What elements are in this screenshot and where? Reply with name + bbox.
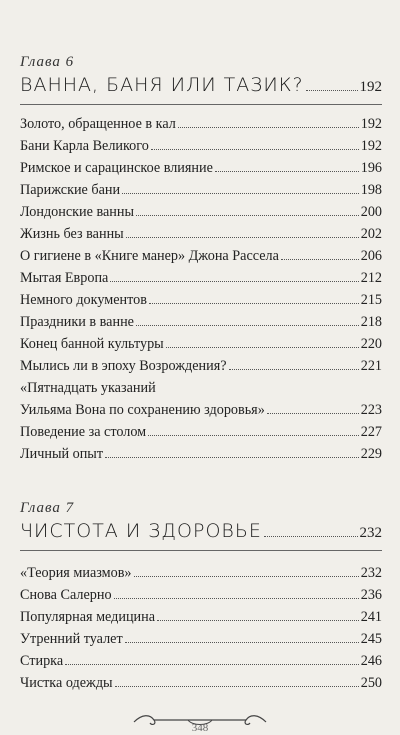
toc-entry [20,607,382,627]
toc-entry [20,268,382,288]
dot-leader [115,686,359,687]
dot-leader [110,281,358,282]
chapter-6-heading [20,74,382,96]
dot-leader [157,620,359,621]
toc-entry [20,651,382,671]
dot-leader [178,127,359,128]
toc-entry-title: Римское и сарацинское влияние [20,160,213,176]
toc-entry-page: 218 [360,314,382,330]
dot-leader [122,193,359,194]
toc-entry-title: Чистка одежды [20,675,113,691]
toc-entry-title: О гигиене в «Книге манер» Джона Рассела [20,248,279,264]
toc-entry [20,422,382,442]
chapter-6-label: Глава 6 [20,54,75,70]
chapter-7-label: Глава 7 [20,500,75,516]
dot-leader [267,413,359,414]
chapter-6-page: 192 [359,79,382,95]
toc-entry [20,224,382,244]
toc-entry-page: 212 [360,270,382,286]
dot-leader [148,435,359,436]
toc-entry-title: Стирка [20,653,64,669]
toc-entry-page: 198 [360,182,382,198]
toc-entry-page: 229 [360,446,382,462]
dot-leader [105,457,359,458]
dot-leader [281,259,359,260]
toc-entry-title: Уильяма Вона по сохранению здоровья» [20,402,265,418]
toc-entry-title: Утренний туалет [20,631,123,647]
dot-leader [125,642,359,643]
toc-entry [20,246,382,266]
toc-entry-page: 220 [360,336,382,352]
chapter-7-rule [20,550,382,551]
chapter-7-heading [20,520,382,542]
dot-leader [136,215,359,216]
toc-entry-page: 206 [360,248,382,264]
toc-entry-title: Золото, обращенное в кал [20,116,176,132]
toc-entry-page: 241 [360,609,382,625]
toc-entry-page: 192 [360,116,382,132]
toc-entry-page: 196 [360,160,382,176]
toc-entry-title: Лондонские ванны [20,204,135,220]
toc-entry-title: Бани Карла Великого [20,138,149,154]
toc-entry-page: 200 [360,204,382,220]
dot-leader [166,347,359,348]
toc-entry-title: Поведение за столом [20,424,147,440]
toc-entry [20,290,382,310]
dot-leader [306,90,358,91]
toc-entry [20,114,382,134]
toc-entry-page: 236 [360,587,382,603]
toc-entry-page: 223 [360,402,382,418]
toc-entry [20,136,382,156]
dot-leader [134,576,359,577]
toc-entry-title: Конец банной культуры [20,336,164,352]
toc-entry [20,312,382,332]
dot-leader [65,664,359,665]
toc-entry-title: Мытая Европа [20,270,109,286]
dot-leader [264,536,358,537]
dot-leader [126,237,359,238]
toc-entry-page: 246 [360,653,382,669]
toc-entry-title: Личный опыт [20,446,104,462]
toc-entry [20,563,382,583]
dot-leader [149,303,359,304]
toc-entry-page: 202 [360,226,382,242]
chapter-6-rule [20,104,382,105]
toc-entry-title: Снова Салерно [20,587,112,603]
toc-entry [20,180,382,200]
chapter-6-title: ВАННА, БАНЯ ИЛИ ТАЗИК? [20,74,304,96]
dot-leader [215,171,359,172]
dot-leader [114,598,359,599]
toc-entry-title: Жизнь без ванны [20,226,124,242]
toc-entry [20,400,382,420]
toc-entry [20,629,382,649]
toc-entry-title: Популярная медицина [20,609,156,625]
toc-entry [20,585,382,605]
toc-entry-page: 227 [360,424,382,440]
page-number: 348 [191,722,209,734]
toc-entry-page: 215 [360,292,382,308]
toc-entry-title-line: «Пятнадцать указаний [20,380,156,396]
toc-entry [20,673,382,693]
dot-leader [229,369,359,370]
toc-entry [20,158,382,178]
toc-entry [20,356,382,376]
toc-entry [20,334,382,354]
toc-entry-title: Мылись ли в эпоху Возрождения? [20,358,227,374]
toc-entry-title: «Теория миазмов» [20,565,132,581]
dot-leader [151,149,359,150]
toc-entry-page: 250 [360,675,382,691]
chapter-7-title: ЧИСТОТА И ЗДОРОВЬЕ [20,520,262,542]
toc-entry-page: 232 [360,565,382,581]
dot-leader [136,325,359,326]
chapter-7-page: 232 [359,525,382,541]
toc-entry-title: Немного документов [20,292,147,308]
toc-entry [20,444,382,464]
toc-entry-page: 245 [360,631,382,647]
toc-entry-page: 221 [360,358,382,374]
toc-entry-title: Парижские бани [20,182,121,198]
toc-entry-title: Праздники в ванне [20,314,134,330]
toc-entry-page: 192 [360,138,382,154]
toc-entry [20,202,382,222]
